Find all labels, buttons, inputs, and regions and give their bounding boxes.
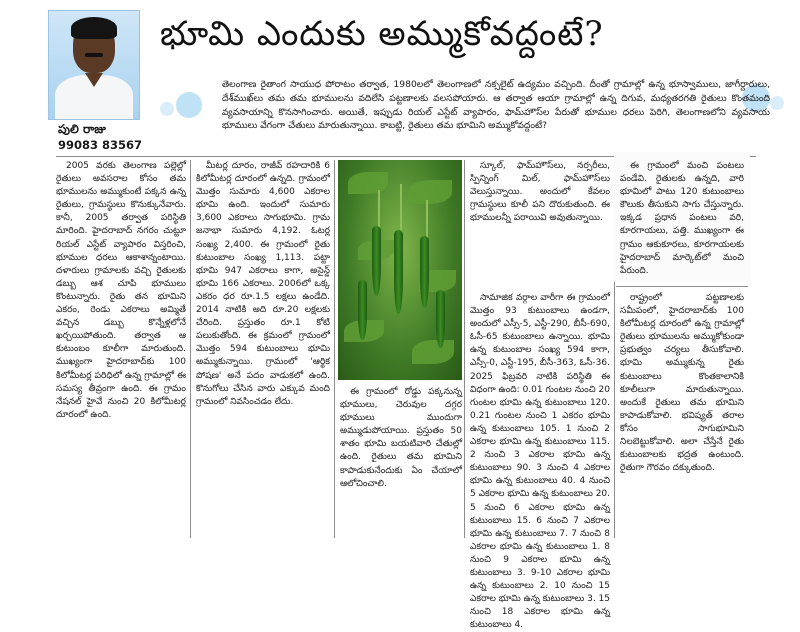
article-column-3 — [340, 386, 462, 491]
paragraph: స్కూల్, ఫామ్‌హౌస్‌లు, నర్సరీలు, స్పిన్నింగ్ మిల్, ఫామ్‌హౌస్‌లు వెలుస్తున్నాయి. అందులో కేవలం గ్రామస్థులు కూలీ పని దొరుకుతుంది. ఈ భూములన్నీ పరాయివి అవుతున్నాయి. — [470, 161, 610, 224]
paragraph: మీటర్ల దూరం, రాజీవ్ రహదారికి 6 కిలోమీటర్ల దూరంలో ఉన్నది. గ్రామంలో మొత్తం సుమారు 4,600 ఎకరాల భూమి ఉంది. ఇందులో సుమారు 3,600 ఎకరాలు సాగుభూమి. గ్రామ జనాభా సుమారు 4,192. ఓటర్ల సంఖ్య 2,400. ఈ గ్రామంలో రైతు కుటుంబాల సంఖ్య 1,113. పట్టా భూమి 947 ఎకరాలు కాగా, అసైన్డ్ భూమి 166 ఎకరాలు. 2006లో ఒక్క ఎకరం ధర రూ.1.5 లక్షలు ఉండేది. 2014 నాటికి అది రూ.20 లక్షలకు చేరింది. ప్రస్తుతం రూ.1 కోటి పలుకుతోంది. ఈ క్రమంలో గ్రామంలో మొత్తం 594 కుటుంబాలు భూమి అమ్ముకున్నాయి. గ్రామంలో 'ఆర్థిక పోషణ' అనే పదం వాడుకలో ఉంది. కొనుగోలు చేసిన వారు ఎక్కువ మంది గ్రామంలో నివసించడం లేదు. — [196, 161, 330, 407]
paragraph: రాష్ట్రంలో పట్టణాలకు సమీపంలో, హైదరాబాద్‌కు 100 కిలోమీటర్ల దూరంలో ఉన్న గ్రామాల్లో రైతులు భూములను అమ్ముకోకుండా ప్రభుత్వం చర్యలు తీసుకోవాలి. భూమి అమ్ముకున్న రైతు కుటుంబాలు కొంతకాలానికి కూలీలుగా మారుతున్నాయి. అందుకే రైతులు తమ భూమిని కాపాడుకోవాలి. భవిష్యత్ తరాల కోసం సాగుభూమిని నిలబెట్టుకోవాలి. అలా చేస్తేనే రైతు కుటుంబాలకు భద్రత ఉంటుంది. రైతుగా గౌరవం దక్కుతుంది. — [620, 293, 744, 474]
paragraph: సామాజిక వర్గాల వారీగా ఈ గ్రామంలో మొత్తం 93 కుటుంబాలు ఉండగా, అందులో ఎస్సీ-5, ఎస్టీ-290, బీసీ-690, ఓసీ-65 కుటుంబాలు ఉన్నాయి. భూమి ఉన్న కుటుంబాల సంఖ్య 594 కాగా, ఎస్సీ-0, ఎస్టీ-195, బీసీ-363, ఓసీ-36. 2025 ఫిబ్రవరి నాటికి పరిస్థితి ఈ విధంగా ఉంది: 0.01 గుంటల నుంచి 20 గుంటల భూమి ఉన్న కుటుంబాలు 120. 0.21 గుంటల నుంచి 1 ఎకరం భూమి ఉన్న కుటుంబాలు 105. 1 నుంచి 2 ఎకరాల భూమి ఉన్న కుటుంబాలు 115. 2 నుంచి 3 ఎకరాల భూమి ఉన్న కుటుంబాలు 90. 3 నుంచి 4 ఎకరాల భూమి ఉన్న కుటుంబాలు 40. 4 నుంచి 5 ఎకరాల భూమి ఉన్న కుటుంబాలు 20. 5 నుంచి 6 ఎకరాల భూమి ఉన్న కుటుంబాలు 15. 6 నుంచి 7 ఎకరాల భూమి ఉన్న కుటుంబాలు 7. 7 నుంచి 8 ఎకరాల భూమి ఉన్న కుటుంబాలు 1. 8 నుంచి 9 ఎకరాల భూమి ఉన్న కుటుంబాలు 3. 9-10 ఎకరాల భూమి ఉన్న కుటుంబాలు 2. 10 నుంచి 15 ఎకరాల భూమి ఉన్న కుటుంబాలు 3. 15 నుంచి 18 ఎకరాల భూమి ఉన్న కుటుంబాలు 4. — [470, 293, 611, 631]
author-name: పులి రాజు — [58, 122, 106, 136]
article-column-4-stats — [470, 292, 610, 632]
article-column-2 — [196, 160, 330, 409]
article-intro: తెలంగాణ రైతాంగ సాయుధ పోరాటం తర్వాత, 1980లలో తెలంగాణలో నక్సలైట్ ఉద్యమం వచ్చింది. దీంతో గ్రామాల్లో ఉన్న భూస్వాములు, జాగీర్దారులు, దేశ్‌ముఖ్‌లు తమ తమ భూములను వదిలేసి పట్టణాలకు వలసపోయారు. ఆ తర్వాత ఆయా గ్రామాల్లో ఉన్న దిగువ, మధ్యతరగతి రైతులు కొంతమంది వ్యవసాయాన్ని కొనసాగించారు. అయితే, ఇప్పుడు రియల్ ఎస్టేట్ వ్యాపారం, ఫామ్‌హౌస్‌ల పేరుతో భూముల ధరలు పెరిగి, తెలంగాణలోని వ్యవసాయ భూములు వేగంగా చేతులు మారుతున్నాయి. కాబట్టి, రైతులు తమ భూమిని అమ్ముకోవద్దంటే? — [222, 79, 770, 132]
decor-bubble-icon — [176, 92, 202, 118]
article-column-4 — [470, 160, 610, 225]
author-phone: 99083 83567 — [58, 138, 143, 152]
divider — [334, 160, 335, 538]
author-photo — [48, 10, 140, 120]
paragraph: ఈ గ్రామంలో మంచి పంటలు పండేవి. రైతులకు ఉన్నది, వారి భూమిలో పాటు 120 కుటుంబాలు కౌలుకు తీసుకుని సాగు చేస్తున్నారు. ఇక్కడ ప్రధాన పంటలు వరి, కూరగాయలు, పత్తి. ముఖ్యంగా ఈ గ్రామం ఆకుకూరలు, కూరగాయలకు హైదరాబాద్ మార్కెట్‌లో మంచి పేరుంది. — [620, 161, 744, 276]
article-column-1 — [56, 160, 186, 422]
decor-bubble-icon — [160, 102, 174, 116]
article-column-5 — [620, 292, 744, 475]
paragraph: 2005 వరకు తెలంగాణ పల్లెల్లో రైతులు అవసరాల కోసం తమ భూములను అమ్ముకుంటే పక్కన ఉన్న రైతులు, గ్రామస్థులు కొనుక్కునేవారు. కానీ, 2005 తర్వాత పరిస్థితి మారింది. హైదరాబాద్ నగరం చుట్టూ రియల్ ఎస్టేట్ వ్యాపారం విస్తరించి, భూముల ధరలు ఆకాశాన్నంటాయి. దళారులు గ్రామాలకు వచ్చి రైతులకు డబ్బు ఆశ చూపి భూములు కొంటున్నారు. రైతు తన భూమిని ఎకరం, రెండు ఎకరాలు అమ్మితే వచ్చిన డబ్బు కొన్నేళ్లలోనే ఖర్చయిపోతుంది. తర్వాత ఆ కుటుంబం కూలీగా మారుతుంది. ముఖ్యంగా హైదరాబాద్‌కు 100 కిలోమీటర్ల పరిధిలో ఉన్న గ్రామాల్లో ఈ సమస్య తీవ్రంగా ఉంది. ఈ గ్రామం నేషనల్ హైవే నుంచి 20 కిలోమీటర్ల దూరంలో ఉంది. — [56, 161, 186, 420]
decor-bubble-icon — [770, 96, 784, 110]
paragraph: ఈ గ్రామంలో రోడ్డు పక్కనున్న భూములు, చెరువుల దగ్గర భూములు ముందుగా అమ్ముడుపోయాయి. ప్రస్తుతం 50 శాతం భూమి బయటివారి చేతుల్లో ఉంది. రైతులు తమ భూమిని కాపాడుకునేందుకు ఏం చేయాలో ఆలోచించాలి. — [340, 387, 462, 489]
divider — [190, 160, 191, 538]
divider — [616, 286, 748, 287]
divider — [464, 160, 465, 538]
article-title: భూమి ఎందుకు అమ్ముకోవద్దంటే? — [160, 14, 604, 54]
article-highlight — [620, 160, 744, 278]
chilli-plant-photo — [338, 160, 462, 380]
